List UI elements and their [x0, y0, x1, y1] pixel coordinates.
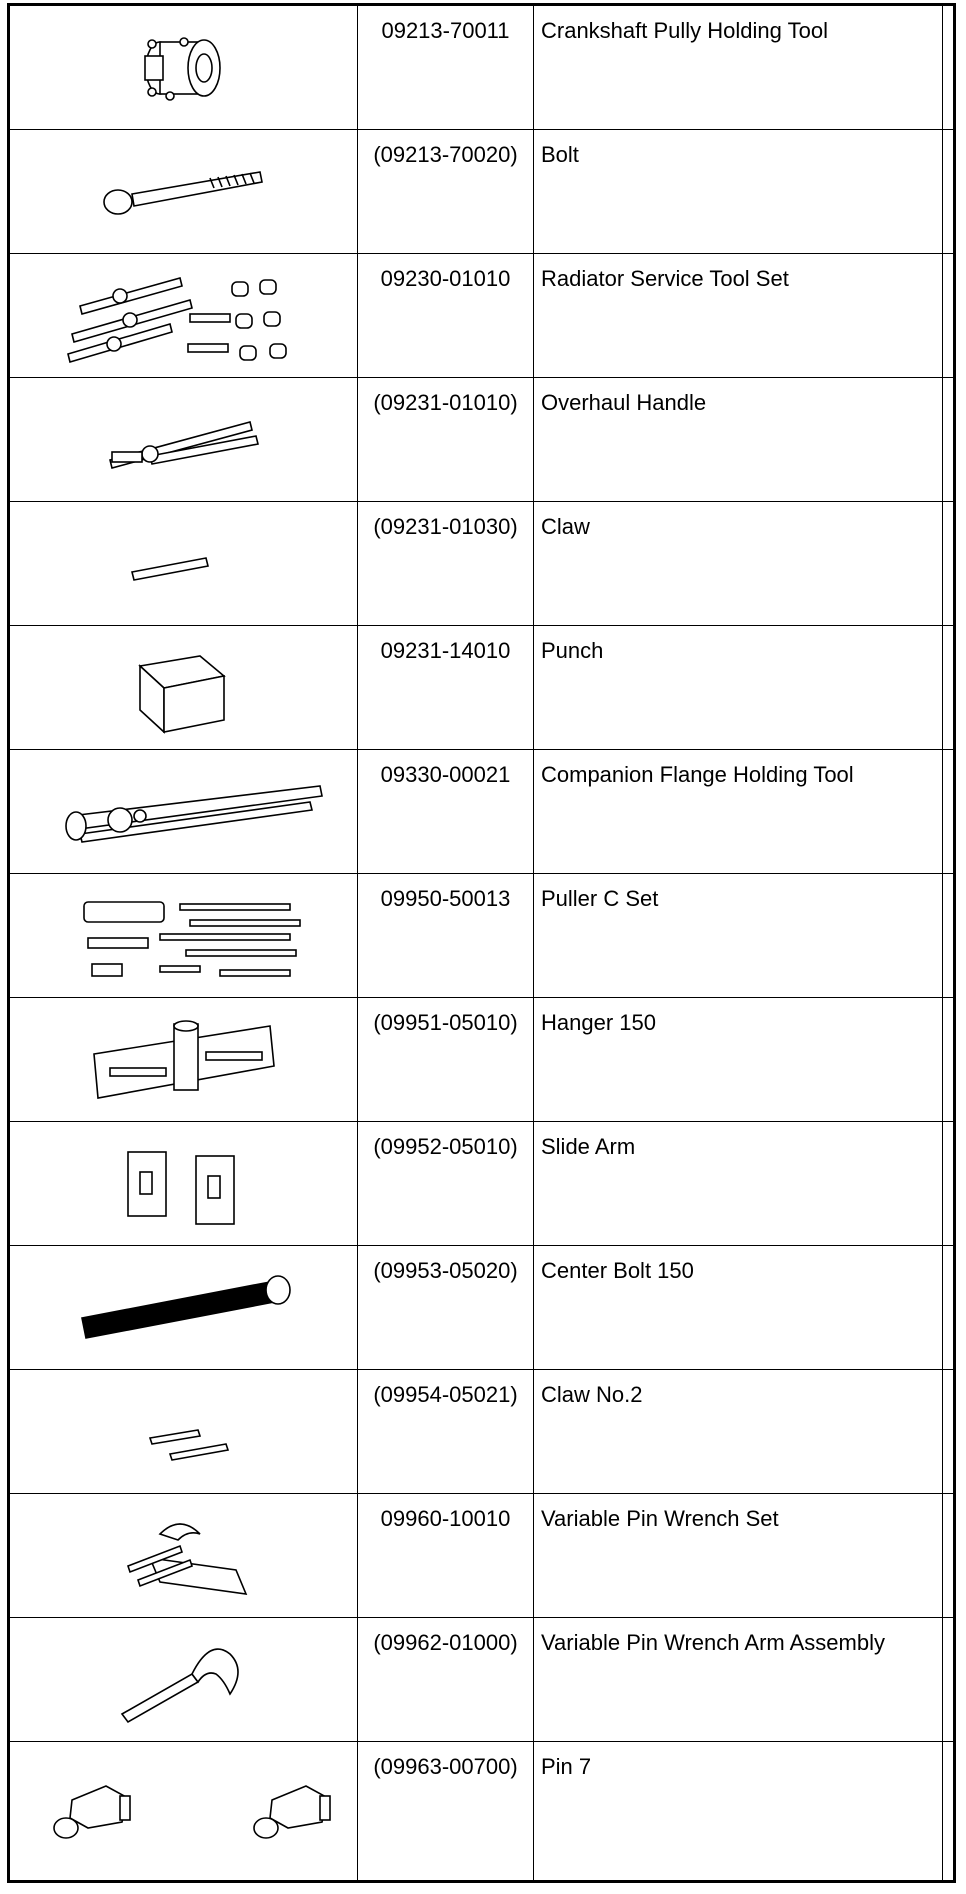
table-row	[10, 998, 953, 1122]
table-row	[10, 750, 953, 874]
flange-holding-tool-icon	[10, 750, 358, 873]
tool-image-cell	[10, 750, 358, 873]
tool-image-cell	[10, 1122, 358, 1245]
part-number: (09951-05010)	[358, 998, 534, 1121]
table-row	[10, 626, 953, 750]
slide-arm-icon	[10, 1122, 358, 1245]
tool-name: Bolt	[534, 130, 943, 253]
tool-image-cell	[10, 502, 358, 625]
tool-name: Overhaul Handle	[534, 378, 943, 501]
part-number: (09954-05021)	[358, 1370, 534, 1493]
claw-icon	[10, 502, 358, 625]
tool-set-icon	[10, 254, 358, 377]
table-row	[10, 378, 953, 502]
part-number: (09952-05010)	[358, 1122, 534, 1245]
punch-icon	[10, 626, 358, 749]
tool-name: Hanger 150	[534, 998, 943, 1121]
tool-image-cell	[10, 1494, 358, 1617]
part-number: (09213-70020)	[358, 130, 534, 253]
bolt-icon	[10, 130, 358, 253]
table-row	[10, 1618, 953, 1742]
table-row	[10, 874, 953, 998]
tool-image-cell	[10, 254, 358, 377]
center-bolt-icon	[10, 1246, 358, 1369]
tool-name: Claw	[534, 502, 943, 625]
tool-image-cell	[10, 874, 358, 997]
tool-image-cell	[10, 378, 358, 501]
table-row	[10, 6, 953, 130]
tool-image-cell	[10, 1618, 358, 1741]
table-row	[10, 1494, 953, 1618]
hanger-icon	[10, 998, 358, 1121]
part-number: 09950-50013	[358, 874, 534, 997]
tool-image-cell	[10, 626, 358, 749]
part-number: 09230-01010	[358, 254, 534, 377]
tool-image-cell	[10, 130, 358, 253]
table-row	[10, 130, 953, 254]
tool-name: Claw No.2	[534, 1370, 943, 1493]
tool-image-cell	[10, 6, 358, 129]
part-number: 09231-14010	[358, 626, 534, 749]
tool-name: Pin 7	[534, 1742, 943, 1880]
pin-wrench-set-icon	[10, 1494, 358, 1617]
part-number: (09953-05020)	[358, 1246, 534, 1369]
tool-name: Slide Arm	[534, 1122, 943, 1245]
pulley-holding-tool-icon	[10, 6, 358, 129]
tool-image-cell	[10, 1370, 358, 1493]
tool-name: Variable Pin Wrench Set	[534, 1494, 943, 1617]
part-number: (09231-01030)	[358, 502, 534, 625]
table-row	[10, 1122, 953, 1246]
tool-name: Center Bolt 150	[534, 1246, 943, 1369]
tool-name: Puller C Set	[534, 874, 943, 997]
table-row	[10, 254, 953, 378]
puller-set-icon	[10, 874, 358, 997]
pin-icon	[10, 1742, 358, 1865]
table-row	[10, 1246, 953, 1370]
tool-name: Punch	[534, 626, 943, 749]
tool-image-cell	[10, 1246, 358, 1369]
tool-name: Radiator Service Tool Set	[534, 254, 943, 377]
tool-name: Variable Pin Wrench Arm Assembly	[534, 1618, 943, 1741]
tool-image-cell	[10, 1742, 358, 1880]
tool-name: Crankshaft Pully Holding Tool	[534, 6, 943, 129]
table-row	[10, 1370, 953, 1494]
part-number: (09231-01010)	[358, 378, 534, 501]
tool-name: Companion Flange Holding Tool	[534, 750, 943, 873]
part-number: 09330-00021	[358, 750, 534, 873]
part-number: (09962-01000)	[358, 1618, 534, 1741]
overhaul-handle-icon	[10, 378, 358, 501]
special-tools-table	[7, 3, 956, 1883]
pin-wrench-arm-icon	[10, 1618, 358, 1741]
table-row	[10, 502, 953, 626]
claw-no2-icon	[10, 1370, 358, 1493]
part-number: 09960-10010	[358, 1494, 534, 1617]
part-number: 09213-70011	[358, 6, 534, 129]
table-row	[10, 1742, 953, 1880]
tool-image-cell	[10, 998, 358, 1121]
part-number: (09963-00700)	[358, 1742, 534, 1880]
